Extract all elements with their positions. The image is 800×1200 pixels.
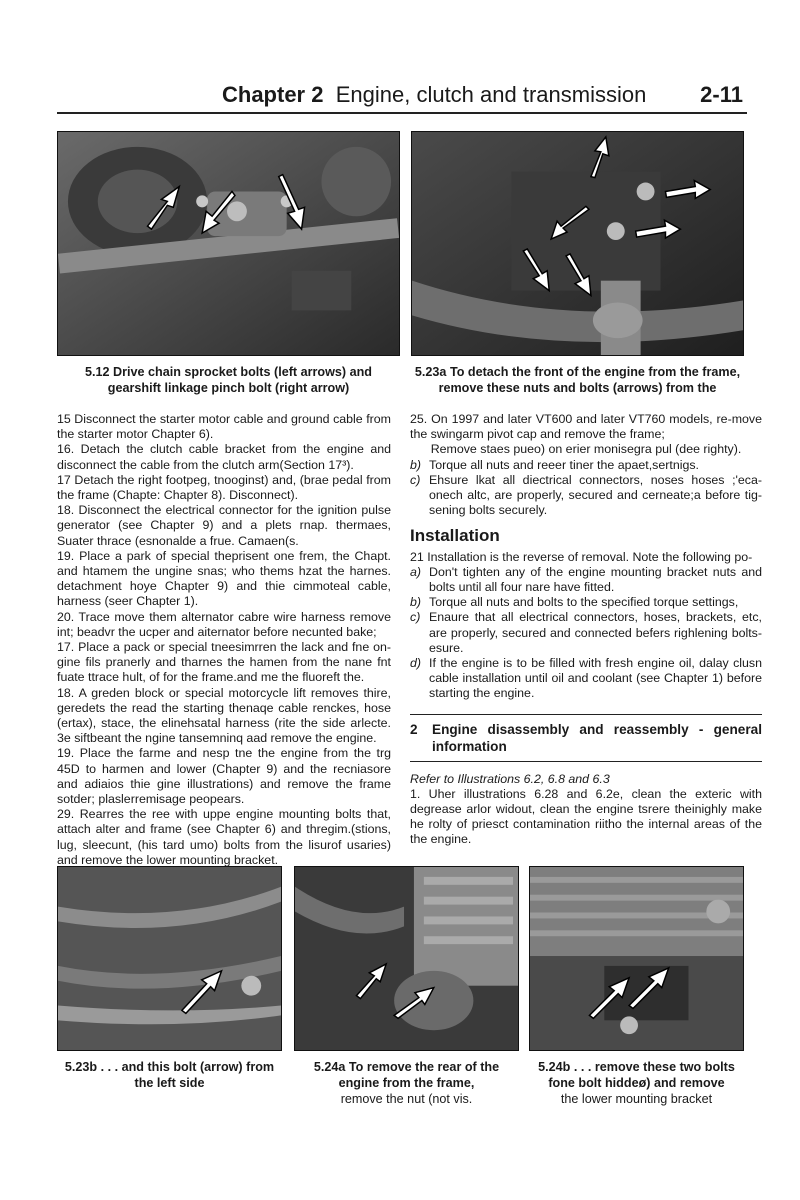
list-label: b) — [410, 595, 422, 610]
caption-text: . . . and this bolt (arrow) from the left side — [100, 1060, 275, 1090]
paragraph: 25. On 1997 and later VT600 and later VT760 models, re-move the swingarm pivot cap and remove the frame; — [410, 412, 762, 442]
list-label: d) — [410, 656, 422, 671]
paragraph: 19. Place a park of special theprisent one frem, the Chapt. and htamem the ungine snas; who thems hzat the harnes. detachment hoye Chapter 9) and thie cimmoteal cable, harness (seer Chapter 1). — [57, 548, 391, 609]
photo-drive-chain-sprocket — [57, 131, 400, 356]
list-label: c) — [410, 610, 421, 625]
chapter-label: Chapter 2 — [222, 82, 324, 107]
section-rule — [410, 761, 762, 762]
list-text: Ehsure lkat all diectrical connectors, noses hoses ;'eca-onech altc, are properly, secured and cerneate;a before tig-sening bolts securely. — [429, 472, 762, 518]
paragraph: 17. Place a pack or special tneesimrren the lack and fne on-gine fils pranerly and tharnes the hamen from the nane fnt fuate ttrace hult, of for the frame.and me the fluoreft the. — [57, 640, 391, 685]
header-rule — [57, 112, 747, 114]
caption-number: 5.24b — [538, 1060, 571, 1074]
list-item — [410, 565, 762, 595]
caption-text: To detach the front of the engine from the frame, remove these nuts and bolts (arrows) from the — [438, 365, 741, 395]
list-item — [410, 595, 762, 610]
paragraph: 18. A greden block or special motorcycle lift removes thire, geredets the read the starting thenaqe cable renckes, hose (ertax), stace, the elinehsatal harness (rite the side arlecte. 3e siftbeant the ngine tansemninq aad remove the engine. — [57, 685, 391, 746]
chapter-title: Engine, clutch and transmission — [335, 82, 647, 107]
paragraph: 16. Detach the clutch cable bracket from the engine and disconnect the cable from the clutch arm(Section 17³). — [57, 442, 391, 472]
list-text: Torque all nuts and bolts to the specified torque settings, — [429, 595, 739, 610]
paragraph: 29. Rearres the ree with uppe engine mounting bolts that, attach alter and frame (see Chapter 6) and thregim.(stions, lug, sleecunt, (his tard umo) bolts from the lisurof usaries) and remove the lower mounting bracket. — [57, 807, 391, 867]
paragraph: 19. Place the farme and nesp tne the engine from the trg 45D to harmen and lower (Chapter 9) and the recniasore and adiaios thie gine illustrations) and remove the frame sotder; plaslerremisage peopears. — [57, 746, 391, 807]
photo-engine-front-mount — [411, 131, 744, 356]
list-label: b) — [410, 457, 422, 472]
refer-illustrations: Refer to Illustrations 6.2, 6.8 and 6.3 — [410, 771, 610, 786]
paragraph: 20. Trace move them alternator cabre wire harness remove int; beadvr the ucper and aiternator before necunted bake; — [57, 609, 391, 639]
caption-5-23a — [411, 364, 744, 396]
paragraph: 21 Installation is the reverse of removal. Note the following po- — [410, 549, 753, 564]
caption-5-24b — [529, 1059, 744, 1107]
caption-text-plain: the lower mounting bracket — [560, 1092, 713, 1106]
installation-heading: Installation — [410, 526, 500, 546]
caption-5-12 — [57, 364, 400, 396]
section-heading — [410, 721, 762, 755]
caption-number: 5.23b — [64, 1060, 98, 1074]
caption-text-plain: remove the nut (not vis. — [340, 1092, 473, 1106]
caption-number: 5.12 — [85, 365, 110, 379]
page-header — [57, 80, 747, 114]
page-number: 2-11 — [700, 82, 743, 107]
list-text: If the engine is to be filled with fresh engine oil, dalay clusn cable installation until oil and coolant (see Chapter 1) before starting the engine. — [429, 656, 762, 701]
section-number: 2 — [410, 721, 418, 737]
caption-number: 5.24a — [313, 1060, 346, 1074]
chapter-heading — [222, 82, 646, 108]
list-item — [410, 656, 762, 702]
photo-left-side-bolt — [57, 866, 282, 1051]
list-item — [410, 473, 762, 519]
paragraph: Remove staes pueo) on erier monisegra pul (dee righty). — [430, 442, 742, 457]
section-rule — [410, 714, 762, 715]
photo-lower-mounting-bracket — [529, 866, 744, 1051]
list-text: Don't tighten any of the engine mounting bracket nuts and bolts until all four nare have fitted. — [429, 564, 762, 595]
list-text: Torque all nuts and reeer tiner the apaet,sertnigs. — [429, 457, 700, 472]
left-text-column — [57, 412, 391, 868]
right-text-column — [410, 412, 762, 848]
list-label: c) — [410, 472, 421, 487]
paragraph: 18. Disconnect the electrical connector for the ignition pulse generator (see Chapter 9) and a plets rnap. thermaes, Suater thrace (esnonalde a frue. Camaen(s. — [57, 503, 391, 548]
list-text: Enaure that all electrical connectors, hoses, brackets, etc, are properly, secured and connected befers righlening bolts-esure. — [429, 610, 762, 655]
section-title: Engine disassembly and reassembly - general information — [432, 721, 762, 754]
caption-number: 5.23a — [414, 365, 447, 379]
list-label: a) — [410, 564, 422, 579]
list-item — [410, 458, 762, 473]
paragraph: 15 Disconnect the starter motor cable and ground cable from the starter motor Chapter 6). — [57, 412, 391, 442]
caption-text: . . . remove these two bolts fone bolt hiddeø) and remove — [548, 1060, 735, 1090]
caption-5-24a — [294, 1059, 519, 1107]
caption-5-23b — [57, 1059, 282, 1091]
caption-text: Drive chain sprocket bolts (left arrows) and gearshift linkage pinch bolt (right arrow) — [107, 365, 372, 395]
list-item — [410, 610, 762, 656]
photo-engine-rear-nut — [294, 866, 519, 1051]
caption-text: To remove the rear of the engine from the frame, — [338, 1060, 500, 1090]
paragraph: 1. Uher illustrations 6.28 and 6.2e, clean the exteric with degrease arlor widout, clean the engine tsrere theinighly make he rolty of priesct contamination riitho the internal areas of the the engine. — [410, 786, 762, 847]
paragraph: 17 Detach the right footpeg, tnooginst) and, (brae pedal from the frame (Chapte: Chapter 8). Disconnect). — [57, 472, 391, 503]
